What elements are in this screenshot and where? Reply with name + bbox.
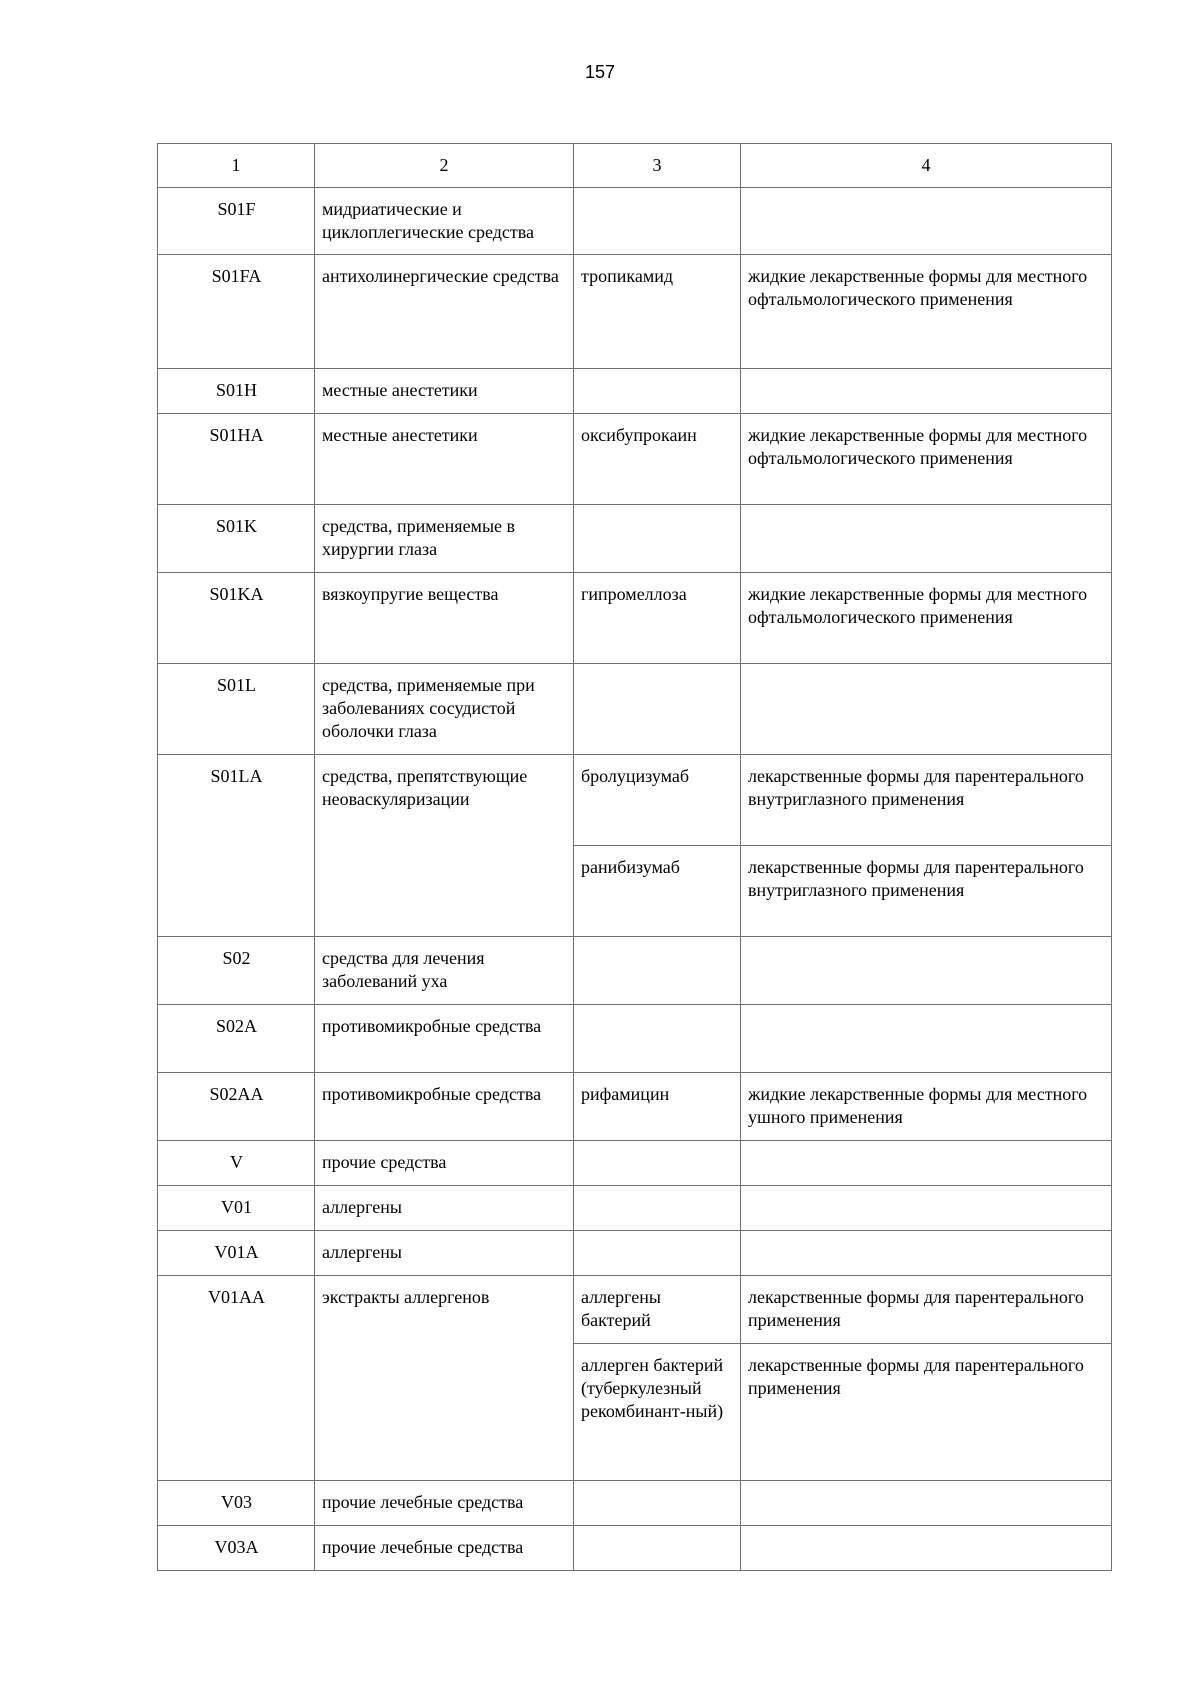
atc-code: S02 — [158, 937, 315, 1005]
drug-name — [574, 1005, 741, 1073]
drug-classification-table — [157, 143, 1112, 1571]
group-name: прочие лечебные средства — [315, 1526, 574, 1571]
group-name: аллергены — [315, 1231, 574, 1276]
atc-code: S01HA — [158, 414, 315, 505]
group-name: аллергены — [315, 1186, 574, 1231]
dosage-form: жидкие лекарственные формы для местного офтальмологического применения — [741, 414, 1112, 505]
drug-name: аллерген бактерий (туберкулезный рекомбинант-ный) — [574, 1344, 741, 1481]
dosage-form — [741, 1481, 1112, 1526]
drug-name — [574, 937, 741, 1005]
table-row — [158, 188, 1112, 255]
group-name: средства, применяемые при заболеваниях сосудистой оболочки глаза — [315, 664, 574, 755]
table-row — [158, 255, 1112, 369]
table-row — [158, 414, 1112, 505]
dosage-form — [741, 1005, 1112, 1073]
drug-name: аллергены бактерий — [574, 1276, 741, 1344]
drug-name: гипромеллоза — [574, 573, 741, 664]
atc-code: S02AA — [158, 1073, 315, 1141]
group-name: местные анестетики — [315, 369, 574, 414]
dosage-form — [741, 937, 1112, 1005]
drug-name — [574, 1141, 741, 1186]
header-cell-2: 2 — [315, 144, 574, 188]
group-name: средства, препятствующие неоваскуляризации — [315, 755, 574, 937]
table-row — [158, 1231, 1112, 1276]
dosage-form: жидкие лекарственные формы для местного ушного применения — [741, 1073, 1112, 1141]
dosage-form — [741, 664, 1112, 755]
atc-code: V03A — [158, 1526, 315, 1571]
table-row — [158, 755, 1112, 846]
dosage-form — [741, 369, 1112, 414]
atc-code: S01L — [158, 664, 315, 755]
group-name: экстракты аллергенов — [315, 1276, 574, 1481]
dosage-form: жидкие лекарственные формы для местного офтальмологического применения — [741, 573, 1112, 664]
atc-code: S01LA — [158, 755, 315, 937]
table-row — [158, 1141, 1112, 1186]
table-header-row — [158, 144, 1112, 188]
group-name: противомикробные средства — [315, 1073, 574, 1141]
header-cell-3: 3 — [574, 144, 741, 188]
dosage-form: лекарственные формы для парентерального внутриглазного применения — [741, 755, 1112, 846]
drug-name: тропикамид — [574, 255, 741, 369]
group-name: средства, применяемые в хирургии глаза — [315, 505, 574, 573]
table-row — [158, 505, 1112, 573]
atc-code: V01AA — [158, 1276, 315, 1481]
table-row — [158, 1526, 1112, 1571]
atc-code: V01A — [158, 1231, 315, 1276]
dosage-form — [741, 1141, 1112, 1186]
atc-code: S01H — [158, 369, 315, 414]
drug-name — [574, 505, 741, 573]
drug-name — [574, 1186, 741, 1231]
dosage-form — [741, 188, 1112, 255]
table-row — [158, 1005, 1112, 1073]
drug-name — [574, 369, 741, 414]
page-number: 157 — [584, 62, 616, 82]
group-name: антихолинергические средства — [315, 255, 574, 369]
header-cell-4: 4 — [741, 144, 1112, 188]
group-name: вязкоупругие вещества — [315, 573, 574, 664]
group-name: прочие лечебные средства — [315, 1481, 574, 1526]
drug-name: бролуцизумаб — [574, 755, 741, 846]
atc-code: S01KA — [158, 573, 315, 664]
atc-code: S01FA — [158, 255, 315, 369]
dosage-form — [741, 505, 1112, 573]
drug-name — [574, 1481, 741, 1526]
atc-code: S01K — [158, 505, 315, 573]
group-name: средства для лечения заболеваний уха — [315, 937, 574, 1005]
drug-name: рифамицин — [574, 1073, 741, 1141]
drug-name — [574, 664, 741, 755]
table-row — [158, 1276, 1112, 1344]
table-row — [158, 937, 1112, 1005]
group-name: противомикробные средства — [315, 1005, 574, 1073]
table-row — [158, 1186, 1112, 1231]
table-row — [158, 573, 1112, 664]
group-name: мидриатические и циклоплегические средства — [315, 188, 574, 255]
dosage-form — [741, 1231, 1112, 1276]
atc-code: V01 — [158, 1186, 315, 1231]
dosage-form: лекарственные формы для парентерального применения — [741, 1276, 1112, 1344]
atc-code: S02A — [158, 1005, 315, 1073]
dosage-form — [741, 1186, 1112, 1231]
header-cell-1: 1 — [158, 144, 315, 188]
drug-name: оксибупрокаин — [574, 414, 741, 505]
table-row — [158, 1073, 1112, 1141]
dosage-form: лекарственные формы для парентерального применения — [741, 1344, 1112, 1481]
group-name: прочие средства — [315, 1141, 574, 1186]
group-name: местные анестетики — [315, 414, 574, 505]
drug-name — [574, 1231, 741, 1276]
dosage-form: лекарственные формы для парентерального внутриглазного применения — [741, 846, 1112, 937]
drug-name — [574, 1526, 741, 1571]
table-row — [158, 369, 1112, 414]
dosage-form — [741, 1526, 1112, 1571]
atc-code: V03 — [158, 1481, 315, 1526]
atc-code: V — [158, 1141, 315, 1186]
drug-name: ранибизумаб — [574, 846, 741, 937]
table-row — [158, 1481, 1112, 1526]
table-row — [158, 664, 1112, 755]
drug-name — [574, 188, 741, 255]
dosage-form: жидкие лекарственные формы для местного офтальмологического применения — [741, 255, 1112, 369]
atc-code: S01F — [158, 188, 315, 255]
